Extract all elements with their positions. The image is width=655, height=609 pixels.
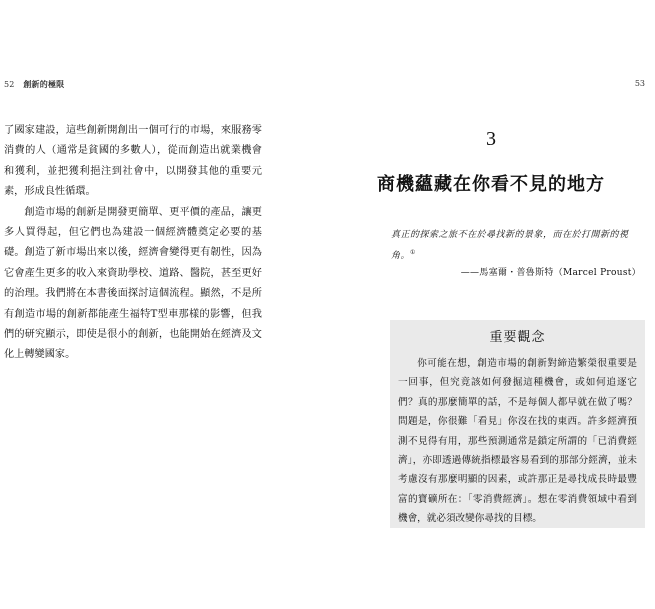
- page-number: 53: [634, 79, 645, 88]
- epigraph: [391, 226, 641, 265]
- epigraph-attribution: ——馬塞爾・普魯斯特（Marcel Proust）: [460, 268, 641, 278]
- paragraph: 了國家建設，這些創新開創出一個可行的市場，來服務零消費的人（通常是貧國的多數人），從而創造出就業機會和獲利，並把獲利挹注到社會中，以開發其他的重要元素，形成良性循環。: [4, 125, 262, 198]
- body-text: [4, 121, 262, 366]
- running-title: 創新的極限: [23, 79, 65, 89]
- footnote-marker: ①: [410, 249, 416, 256]
- epigraph-text: 真正的探索之旅不在於尋找新的景象，而在於打開新的視角。: [391, 230, 629, 261]
- chapter-title: 商機蘊藏在你看不見的地方: [377, 174, 605, 195]
- chapter-number: 3: [486, 128, 496, 150]
- right-page: [327, 0, 655, 609]
- key-concept-body: 你可能在想，創造市場的創新對締造繁榮很重要是一回事，但究竟該如何發掘這種機會，或如何追逐它們？真的那麼簡單的話，不是每個人都早就在做了嗎？問題是，你很難「看見」你沒在找的東西。許多經濟預測不見得有用，那些預測通常是鎖定所謂的「已消費經濟」，亦即透過傳統指標最容易看到的那部分經濟，並未考慮沒有那麼明顯的因素，或許那正是尋找成長時最豐富的寶礦所在：「零消費經濟」。想在零消費領域中看到機會，就必須改變你尋找的目標。: [398, 358, 637, 525]
- key-concept-heading: 重要觀念: [489, 330, 546, 345]
- page-number: 52: [4, 80, 15, 89]
- paragraph: 創造市場的創新是開發更簡單、更平價的產品，讓更多人買得起，但它們也為建設一個經濟體奠定必要的基礎。創造了新市場出來以後，經濟會變得更有韌性，因為它會產生更多的收入來資助學校、道路、醫院，甚至更好的治理。我們將在本書後面探討這個流程。顯然，不是所有創造市場的創新都能產生福特T型車那樣的影響，但我們的研究顯示，即使是很小的創新，也能開始在經濟及文化上轉變國家。: [4, 206, 262, 361]
- key-concept-box: [390, 320, 645, 528]
- running-head: [4, 79, 64, 90]
- left-page: [0, 0, 327, 609]
